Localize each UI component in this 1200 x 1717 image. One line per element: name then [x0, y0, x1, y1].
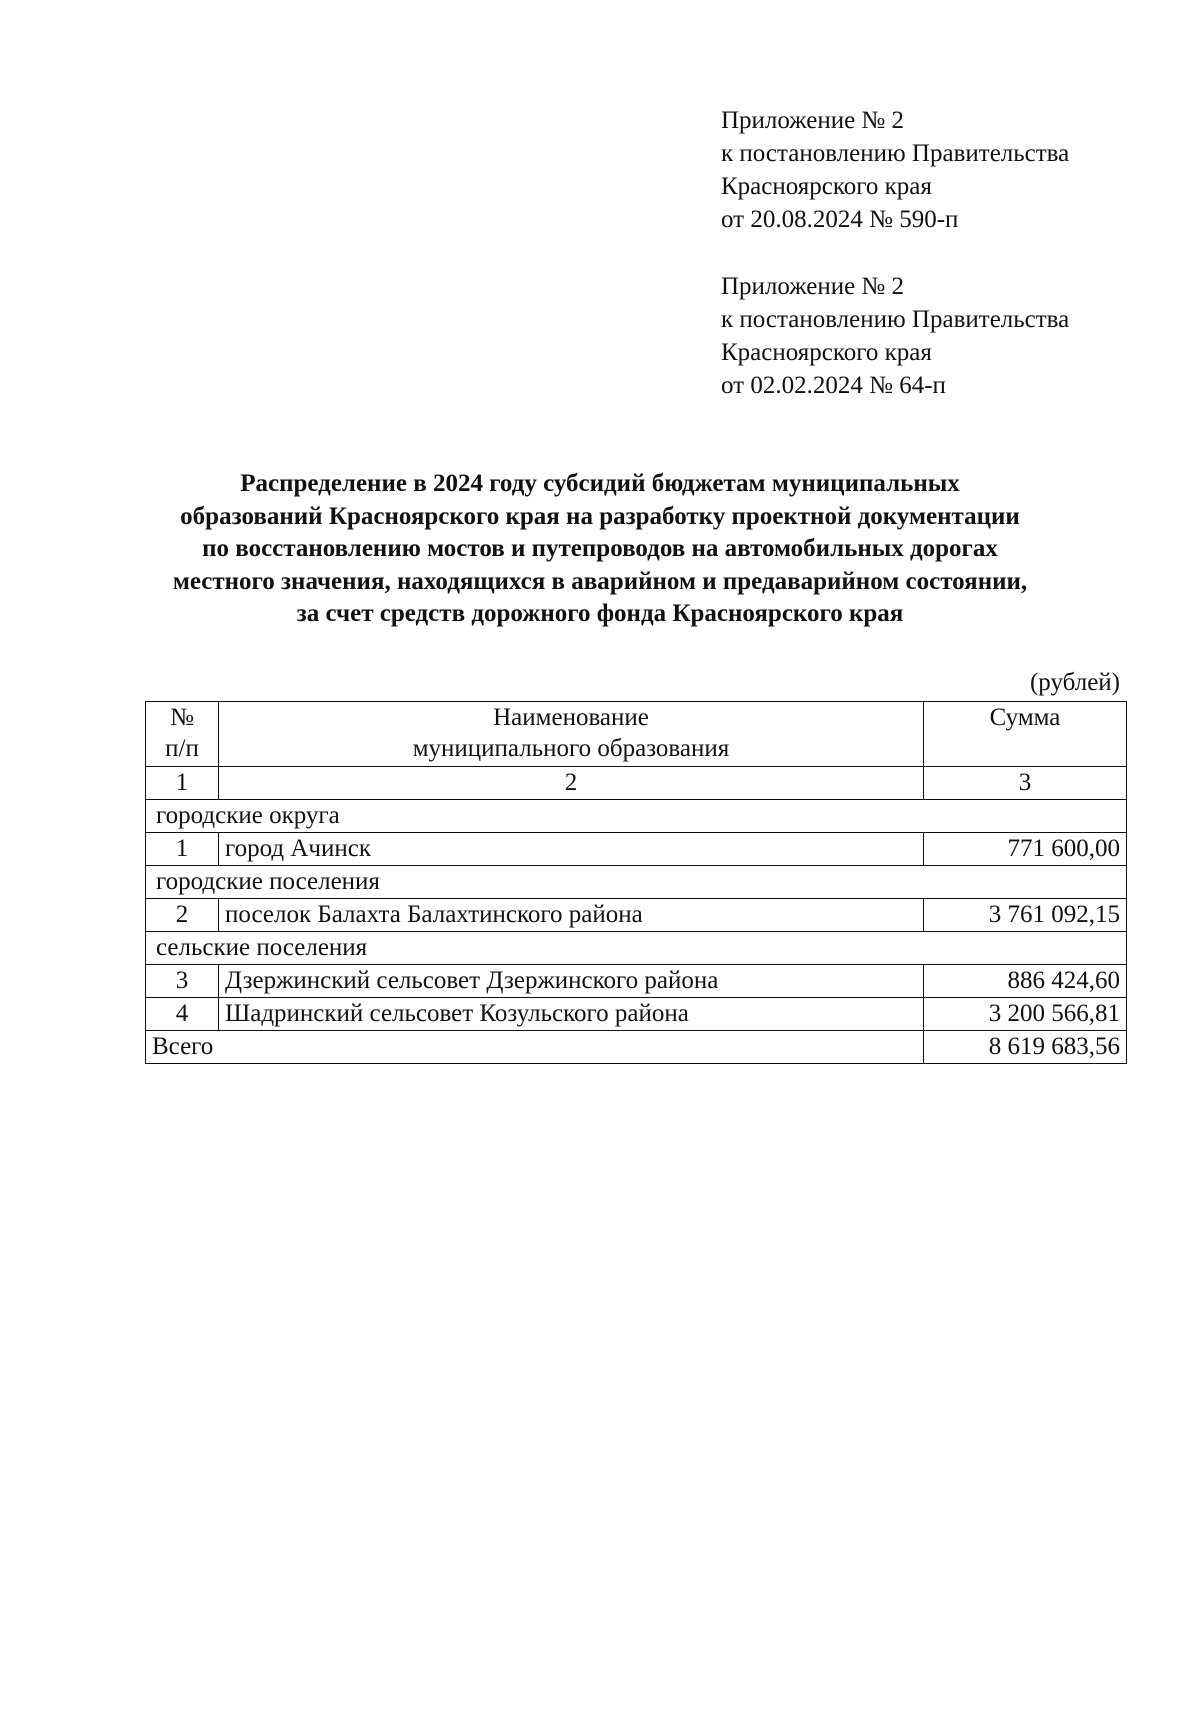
group-header-row	[146, 866, 1127, 899]
table-row	[146, 899, 1127, 932]
subsidy-amount: 771 600,00	[924, 833, 1127, 866]
title-line: Распределение в 2024 году субсидий бюджетам муниципальных	[240, 470, 960, 497]
header-number-symbol: №	[170, 704, 194, 731]
annex-region: Красноярского края	[721, 173, 932, 200]
header-sum-cell: Сумма	[924, 702, 1127, 767]
column-numbers-row	[146, 767, 1127, 800]
municipality-name: Шадринский сельсовет Козульского района	[219, 998, 924, 1031]
total-row	[146, 1031, 1127, 1064]
row-number: 4	[146, 998, 219, 1031]
header-number-abbr: п/п	[165, 735, 199, 762]
table-row	[146, 998, 1127, 1031]
annex-reference: к постановлению Правительства	[721, 306, 1070, 333]
annex-title: Приложение № 2	[721, 273, 905, 300]
annex-date-number: от 20.08.2024 № 590-п	[721, 206, 959, 233]
annex-date-number: от 02.02.2024 № 64-п	[721, 372, 946, 399]
group-header-row	[146, 800, 1127, 833]
column-number: 3	[924, 767, 1127, 800]
group-header-row	[146, 932, 1127, 965]
table-row	[146, 833, 1127, 866]
annex-header-original	[721, 270, 1161, 402]
table-header-row	[146, 702, 1127, 767]
total-label: Всего	[146, 1031, 924, 1064]
subsidy-amount: 3 761 092,15	[924, 899, 1127, 932]
header-number-cell	[146, 702, 219, 767]
distribution-table	[145, 701, 1127, 1064]
row-number: 1	[146, 833, 219, 866]
document-title	[130, 468, 1070, 631]
annex-title: Приложение № 2	[721, 107, 905, 134]
municipality-name: Дзержинский сельсовет Дзержинского района	[219, 965, 924, 998]
header-name-line1: Наименование	[493, 704, 649, 731]
annex-header-current	[721, 104, 1161, 236]
header-name-line2: муниципального образования	[412, 735, 730, 762]
column-number: 2	[219, 767, 924, 800]
table-row	[146, 965, 1127, 998]
municipality-name: город Ачинск	[219, 833, 924, 866]
title-line: местного значения, находящихся в аварийном и предаварийном состоянии,	[172, 567, 1028, 595]
title-line: образований Красноярского края на разработку проектной документации	[180, 502, 1020, 530]
column-number: 1	[146, 767, 219, 800]
annex-reference: к постановлению Правительства	[721, 140, 1070, 167]
subsidy-amount: 886 424,60	[924, 965, 1127, 998]
row-number: 2	[146, 899, 219, 932]
header-name-cell	[219, 702, 924, 767]
municipality-name: поселок Балахта Балахтинского района	[219, 899, 924, 932]
title-line: за счет средств дорожного фонда Красноярского края	[296, 600, 904, 627]
subsidy-amount: 3 200 566,81	[924, 998, 1127, 1031]
title-line: по восстановлению мостов и путепроводов на автомобильных дорогах	[202, 535, 998, 562]
annex-region: Красноярского края	[721, 339, 932, 366]
total-amount: 8 619 683,56	[924, 1031, 1127, 1064]
group-label: городские поселения	[146, 866, 1127, 899]
group-label: городские округа	[146, 800, 1127, 833]
group-label: сельские поселения	[146, 932, 1127, 965]
row-number: 3	[146, 965, 219, 998]
units-label: (рублей)	[1029, 669, 1120, 696]
